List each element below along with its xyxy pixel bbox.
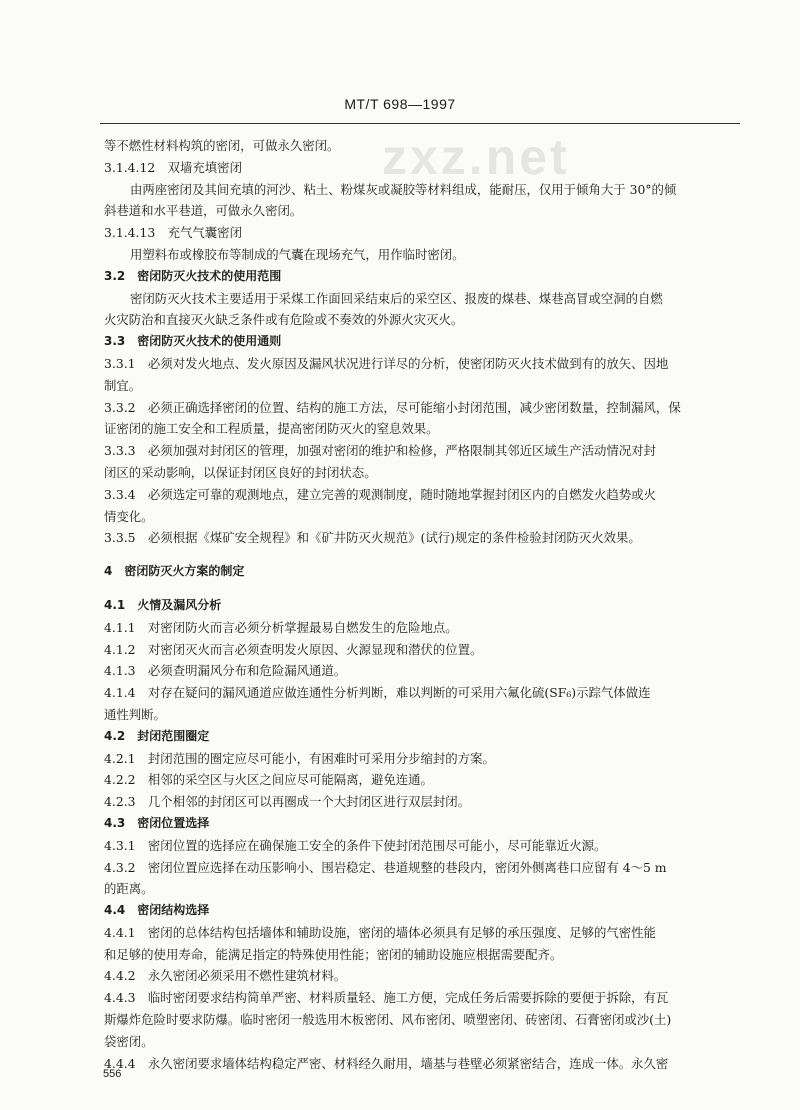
page-number: 556 — [103, 1068, 122, 1080]
text-line: 4.2.2 相邻的采空区与火区之间应尽可能隔离，避免连通。 — [104, 772, 433, 788]
section-heading: 4.3 密闭位置选择 — [104, 815, 210, 830]
section-heading: 4.1 火情及漏风分析 — [104, 597, 222, 612]
section-heading: 4.4 密闭结构选择 — [104, 903, 210, 918]
text-line: 4.4.3 临时密闭要求结构简单严密、材料质量轻、施工方便，完成任务后需要拆除的要便于拆除，有瓦 — [104, 990, 669, 1006]
section-heading: 4 密闭防灭火方案的制定 — [104, 564, 245, 579]
text-line: 密闭防灭火技术主要适用于采煤工作面回采结束后的采空区、报废的煤巷、煤巷高冒或空洞的自燃 — [130, 290, 663, 306]
text-line: 4.1.3 必须查明漏风分布和危险漏风通道。 — [104, 663, 347, 679]
document-body — [104, 135, 740, 1074]
header-rule — [100, 123, 740, 124]
section-heading: 3.2 密闭防灭火技术的使用范围 — [104, 268, 282, 283]
text-line: 闭区的采动影响，以保证封闭区良好的封闭状态。 — [104, 464, 377, 480]
text-line: 4.1.2 对密闭灭火而言必须查明发火原因、火源显现和潜伏的位置。 — [104, 641, 483, 657]
text-line: 通性判断。 — [104, 706, 166, 722]
text-line: 4.1.1 对密闭防火而言必须分析掌握最易自燃发生的危险地点。 — [104, 619, 458, 635]
text-line: 3.3.3 必须加强对封闭区的管理，加强对密闭的维护和检修，严格限制其邻近区域生产活动情况对封 — [104, 443, 656, 459]
text-line: 4.2.1 封闭范围的圈定应尽可能小，有困难时可采用分步缩封的方案。 — [104, 750, 495, 766]
document-code-header: MT/T 698—1997 — [344, 96, 456, 112]
text-line: 用塑料布或橡胶布等制成的气囊在现场充气，用作临时密闭。 — [130, 246, 465, 262]
text-line: 3.3.2 必须正确选择密闭的位置、结构的施工方法，尽可能缩小封闭范围，减少密闭数量，控制漏风，保 — [104, 399, 681, 415]
text-line: 3.3.4 必须选定可靠的观测地点，建立完善的观测制度，随时随地掌握封闭区内的自燃发火趋势或火 — [104, 486, 656, 502]
text-line: 等不燃性材料构筑的密闭，可做永久密闭。 — [104, 138, 340, 153]
text-line: 情变化。 — [104, 508, 154, 524]
text-line: 4.2.3 几个相邻的封闭区可以再圈成一个大封闭区进行双层封闭。 — [104, 794, 471, 810]
text-line: 4.4.2 永久密闭必须采用不燃性建筑材料。 — [104, 968, 347, 984]
text-line: 由两座密闭及其间充填的河沙、粘土、粉煤灰或凝胶等材料组成，能耐压，仅用于倾角大于 30°的倾 — [130, 181, 677, 197]
section-heading: 4.2 封闭范围圈定 — [104, 728, 210, 743]
spacer — [104, 549, 740, 561]
spacer — [104, 583, 740, 595]
watermark-logo: zxz.net — [382, 129, 570, 185]
text-line: 证密闭的施工安全和工程质量，提高密闭防灭火的窒息效果。 — [104, 421, 439, 437]
text-line: 斜巷道和水平巷道，可做永久密闭。 — [104, 203, 303, 219]
text-line: 4.4.4 永久密闭要求墙体结构稳定严密、材料经久耐用，墙基与巷壁必须紧密结合，连成一体。永久密 — [104, 1055, 669, 1071]
text-line: 和足够的使用寿命，能满足指定的特殊使用性能；密闭的辅助设施应根据需要配齐。 — [104, 946, 563, 962]
text-line: 3.1.4.13 充气气囊密闭 — [104, 225, 242, 241]
section-heading: 3.3 密闭防灭火技术的使用通则 — [104, 334, 282, 349]
text-line: 3.3.1 必须对发火地点、发火原因及漏风状况进行详尽的分析，使密闭防灭火技术做到有的放矢、因地 — [104, 355, 669, 371]
text-line: 袋密闭。 — [104, 1033, 154, 1049]
text-line: 4.3.1 密闭位置的选择应在确保施工安全的条件下使封闭范围尽可能小，尽可能靠近火源。 — [104, 837, 607, 853]
text-line: 3.1.4.12 双墙充填密闭 — [104, 159, 242, 175]
text-line: 斯爆炸危险时要求防爆。临时密闭一般选用木板密闭、风布密闭、喷塑密闭、砖密闭、石膏密闭或沙(土) — [104, 1012, 672, 1028]
text-line: 制宜。 — [104, 377, 142, 393]
text-line: 4.1.4 对存在疑问的漏风通道应做连通性分析判断，难以判断的可采用六氟化硫(SF₆)示踪气体做连 — [104, 685, 651, 701]
text-line: 4.4.1 密闭的总体结构包括墙体和辅助设施，密闭的墙体必须具有足够的承压强度、足够的气密性能 — [104, 924, 656, 940]
text-line: 的距离。 — [104, 881, 154, 897]
text-line: 火灾防治和直接灭火缺乏条件或有危险或不奏效的外源火灾灭火。 — [104, 312, 464, 328]
text-line: 3.3.5 必须根据《煤矿安全规程》和《矿井防灭火规范》(试行)规定的条件检验封闭防灭火效果。 — [104, 530, 641, 546]
text-line: 4.3.2 密闭位置应选择在动压影响小、围岩稳定、巷道规整的巷段内，密闭外侧离巷口应留有 4～5 m — [104, 859, 667, 875]
